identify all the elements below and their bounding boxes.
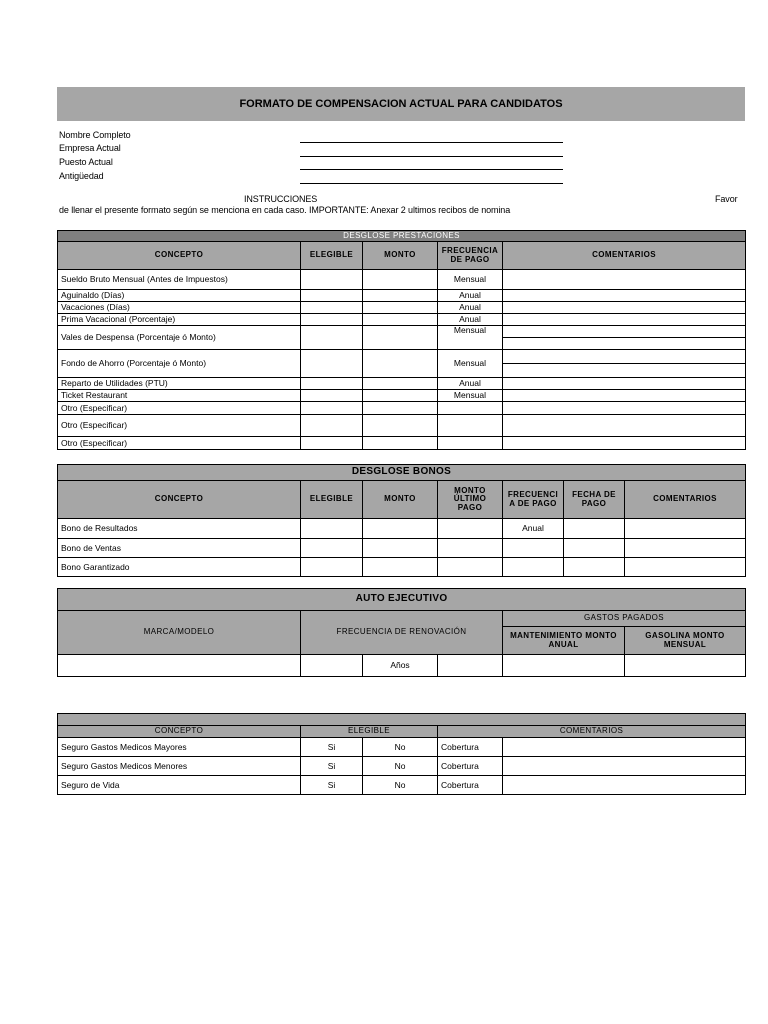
frecuencia-cell	[438, 437, 503, 450]
table-row	[58, 655, 746, 677]
frecuencia-cell	[503, 539, 564, 558]
col-elegible: ELEGIBLE	[301, 242, 363, 270]
col-concepto: CONCEPTO	[58, 242, 301, 270]
field-label-nombre: Nombre Completo	[59, 130, 131, 140]
concepto-cell: Otro (Especificar)	[58, 402, 301, 415]
comentarios-cell[interactable]	[503, 757, 746, 776]
comentarios-cell[interactable]	[503, 326, 746, 338]
monto-cell[interactable]	[363, 519, 438, 539]
frecuencia-cell: Mensual	[438, 350, 503, 378]
empresa-input-line[interactable]	[300, 156, 563, 157]
table-row	[58, 378, 746, 390]
auto-band: AUTO EJECUTIVO	[58, 589, 746, 611]
frecuencia-cell: Anual	[438, 302, 503, 314]
concepto-cell: Seguro Gastos Medicos Mayores	[58, 738, 301, 757]
frecuencia-cell[interactable]	[301, 655, 363, 677]
comentarios-cell[interactable]	[503, 290, 746, 302]
nombre-input-line[interactable]	[300, 142, 563, 143]
col-gasolina: GASOLINA MONTO MENSUAL	[625, 627, 746, 655]
si-option[interactable]: Si	[301, 776, 363, 795]
anios-value-cell[interactable]	[438, 655, 503, 677]
monto-cell[interactable]	[363, 290, 438, 302]
seguros-table	[57, 713, 746, 795]
fecha-cell[interactable]	[564, 558, 625, 577]
table-row	[58, 326, 746, 338]
monto-cell[interactable]	[363, 326, 438, 350]
comentarios-cell[interactable]	[503, 314, 746, 326]
table-row	[58, 539, 746, 558]
gasolina-cell[interactable]	[625, 655, 746, 677]
col-concepto: CONCEPTO	[58, 481, 301, 519]
concepto-cell: Otro (Especificar)	[58, 437, 301, 450]
field-label-antiguedad: Antigüedad	[59, 171, 104, 181]
frecuencia-cell: Mensual	[438, 270, 503, 290]
puesto-input-line[interactable]	[300, 169, 563, 170]
field-label-empresa: Empresa Actual	[59, 143, 121, 153]
monto-cell[interactable]	[363, 558, 438, 577]
comentarios-cell[interactable]	[503, 437, 746, 450]
prestaciones-band: DESGLOSE PRESTACIONES	[58, 231, 746, 242]
table-row	[58, 270, 746, 290]
fecha-cell[interactable]	[564, 519, 625, 539]
col-frecuencia: FRECUENCIA DE PAGO	[438, 242, 503, 270]
table-row	[58, 302, 746, 314]
cobertura-label: Cobertura	[438, 738, 503, 757]
monto-cell[interactable]	[363, 539, 438, 558]
frecuencia-cell	[503, 558, 564, 577]
cobertura-label: Cobertura	[438, 776, 503, 795]
col-frecuencia: FRECUENCIA DE PAGO	[503, 481, 564, 519]
table-row	[58, 558, 746, 577]
col-monto: MONTO	[363, 481, 438, 519]
concepto-cell: Bono de Resultados	[58, 519, 301, 539]
seguros-band	[58, 714, 746, 726]
bonos-band: DESGLOSE BONOS	[58, 465, 746, 481]
comentarios-cell[interactable]	[503, 378, 746, 390]
monto-cell[interactable]	[363, 314, 438, 326]
comentarios-cell[interactable]	[503, 776, 746, 795]
marca-cell[interactable]	[58, 655, 301, 677]
monto-cell[interactable]	[363, 350, 438, 378]
concepto-cell: Aguinaldo (Días)	[58, 290, 301, 302]
table-row	[58, 350, 746, 364]
frecuencia-cell: Anual	[438, 378, 503, 390]
frecuencia-cell	[438, 415, 503, 437]
comentarios-cell[interactable]	[503, 270, 746, 290]
elegible-cell[interactable]	[301, 350, 363, 378]
instructions-title: INSTRUCCIONES	[244, 194, 318, 204]
elegible-cell[interactable]	[301, 558, 363, 577]
elegible-cell[interactable]	[301, 539, 363, 558]
frecuencia-cell: Anual	[438, 290, 503, 302]
elegible-cell[interactable]	[301, 415, 363, 437]
elegible-cell[interactable]	[301, 378, 363, 390]
col-monto-ultimo-pago: MONTO ÚLTIMO PAGO	[438, 481, 503, 519]
col-marca-modelo: MARCA/MODELO	[58, 611, 301, 655]
comentarios-cell[interactable]	[625, 519, 746, 539]
col-frecuencia-renovacion: FRECUENCIA DE RENOVACIÓN	[301, 611, 503, 655]
concepto-cell: Prima Vacacional (Porcentaje)	[58, 314, 301, 326]
elegible-cell[interactable]	[301, 437, 363, 450]
field-label-puesto: Puesto Actual	[59, 157, 113, 167]
monto-ultimo-cell[interactable]	[438, 539, 503, 558]
mantenimiento-cell[interactable]	[503, 655, 625, 677]
comentarios-cell[interactable]	[503, 415, 746, 437]
table-row	[58, 290, 746, 302]
concepto-cell: Otro (Especificar)	[58, 415, 301, 437]
monto-cell[interactable]	[363, 402, 438, 415]
frecuencia-cell: Anual	[438, 314, 503, 326]
comentarios-cell[interactable]	[503, 338, 746, 350]
fecha-cell[interactable]	[564, 539, 625, 558]
comentarios-cell[interactable]	[503, 390, 746, 402]
monto-cell[interactable]	[363, 415, 438, 437]
anios-cell: Años	[363, 655, 438, 677]
frecuencia-cell: Mensual	[438, 326, 503, 350]
comentarios-cell[interactable]	[503, 364, 746, 378]
no-option[interactable]: No	[363, 738, 438, 757]
col-comentarios: COMENTARIOS	[503, 242, 746, 270]
concepto-cell: Seguro Gastos Medicos Menores	[58, 757, 301, 776]
monto-cell[interactable]	[363, 270, 438, 290]
col-concepto: CONCEPTO	[58, 726, 301, 738]
col-elegible: ELEGIBLE	[301, 726, 438, 738]
page-title: FORMATO DE COMPENSACION ACTUAL PARA CANDIDATOS	[57, 87, 745, 121]
concepto-cell: Bono Garantizado	[58, 558, 301, 577]
bonos-table	[57, 464, 746, 577]
elegible-cell[interactable]	[301, 314, 363, 326]
elegible-cell[interactable]	[301, 326, 363, 350]
elegible-cell[interactable]	[301, 270, 363, 290]
concepto-cell: Bono de Ventas	[58, 539, 301, 558]
prestaciones-table	[57, 230, 746, 450]
col-gastos-pagados: GASTOS PAGADOS	[503, 611, 746, 627]
monto-cell[interactable]	[363, 390, 438, 402]
monto-cell[interactable]	[363, 302, 438, 314]
comentarios-cell[interactable]	[503, 738, 746, 757]
table-row	[58, 415, 746, 437]
instructions-text: de llenar el presente formato según se menciona en cada caso. IMPORTANTE: Anexar 2 ultimos recibos de nomina	[59, 205, 511, 215]
cobertura-label: Cobertura	[438, 757, 503, 776]
elegible-cell[interactable]	[301, 402, 363, 415]
table-row	[58, 314, 746, 326]
si-option[interactable]: Si	[301, 738, 363, 757]
instructions-favor: Favor	[715, 194, 738, 204]
col-fecha-pago: FECHA DE PAGO	[564, 481, 625, 519]
auto-table	[57, 588, 746, 677]
frecuencia-cell	[438, 402, 503, 415]
concepto-cell: Reparto de Utilidades (PTU)	[58, 378, 301, 390]
table-row	[58, 390, 746, 402]
no-option[interactable]: No	[363, 757, 438, 776]
comentarios-cell[interactable]	[503, 402, 746, 415]
concepto-cell: Ticket Restaurant	[58, 390, 301, 402]
concepto-cell: Vales de Despensa (Porcentaje ó Monto)	[58, 326, 301, 350]
si-option[interactable]: Si	[301, 757, 363, 776]
monto-ultimo-cell[interactable]	[438, 558, 503, 577]
col-comentarios: COMENTARIOS	[625, 481, 746, 519]
frecuencia-cell: Anual	[503, 519, 564, 539]
table-row	[58, 519, 746, 539]
monto-cell[interactable]	[363, 378, 438, 390]
antiguedad-input-line[interactable]	[300, 183, 563, 184]
table-row	[58, 437, 746, 450]
concepto-cell: Seguro de Vida	[58, 776, 301, 795]
col-monto: MONTO	[363, 242, 438, 270]
no-option[interactable]: No	[363, 776, 438, 795]
elegible-cell[interactable]	[301, 302, 363, 314]
table-row	[58, 402, 746, 415]
monto-cell[interactable]	[363, 437, 438, 450]
frecuencia-cell: Mensual	[438, 390, 503, 402]
concepto-cell: Fondo de Ahorro (Porcentaje ó Monto)	[58, 350, 301, 378]
elegible-cell[interactable]	[301, 290, 363, 302]
table-row	[58, 776, 746, 795]
elegible-cell[interactable]	[301, 519, 363, 539]
comentarios-cell[interactable]	[503, 350, 746, 364]
concepto-cell: Sueldo Bruto Mensual (Antes de Impuestos)	[58, 270, 301, 290]
table-row	[58, 757, 746, 776]
col-comentarios: COMENTARIOS	[438, 726, 746, 738]
col-elegible: ELEGIBLE	[301, 481, 363, 519]
comentarios-cell[interactable]	[625, 558, 746, 577]
comentarios-cell[interactable]	[625, 539, 746, 558]
col-mantenimiento: MANTENIMIENTO MONTO ANUAL	[503, 627, 625, 655]
elegible-cell[interactable]	[301, 390, 363, 402]
monto-ultimo-cell[interactable]	[438, 519, 503, 539]
concepto-cell: Vacaciones (Días)	[58, 302, 301, 314]
table-row	[58, 738, 746, 757]
comentarios-cell[interactable]	[503, 302, 746, 314]
